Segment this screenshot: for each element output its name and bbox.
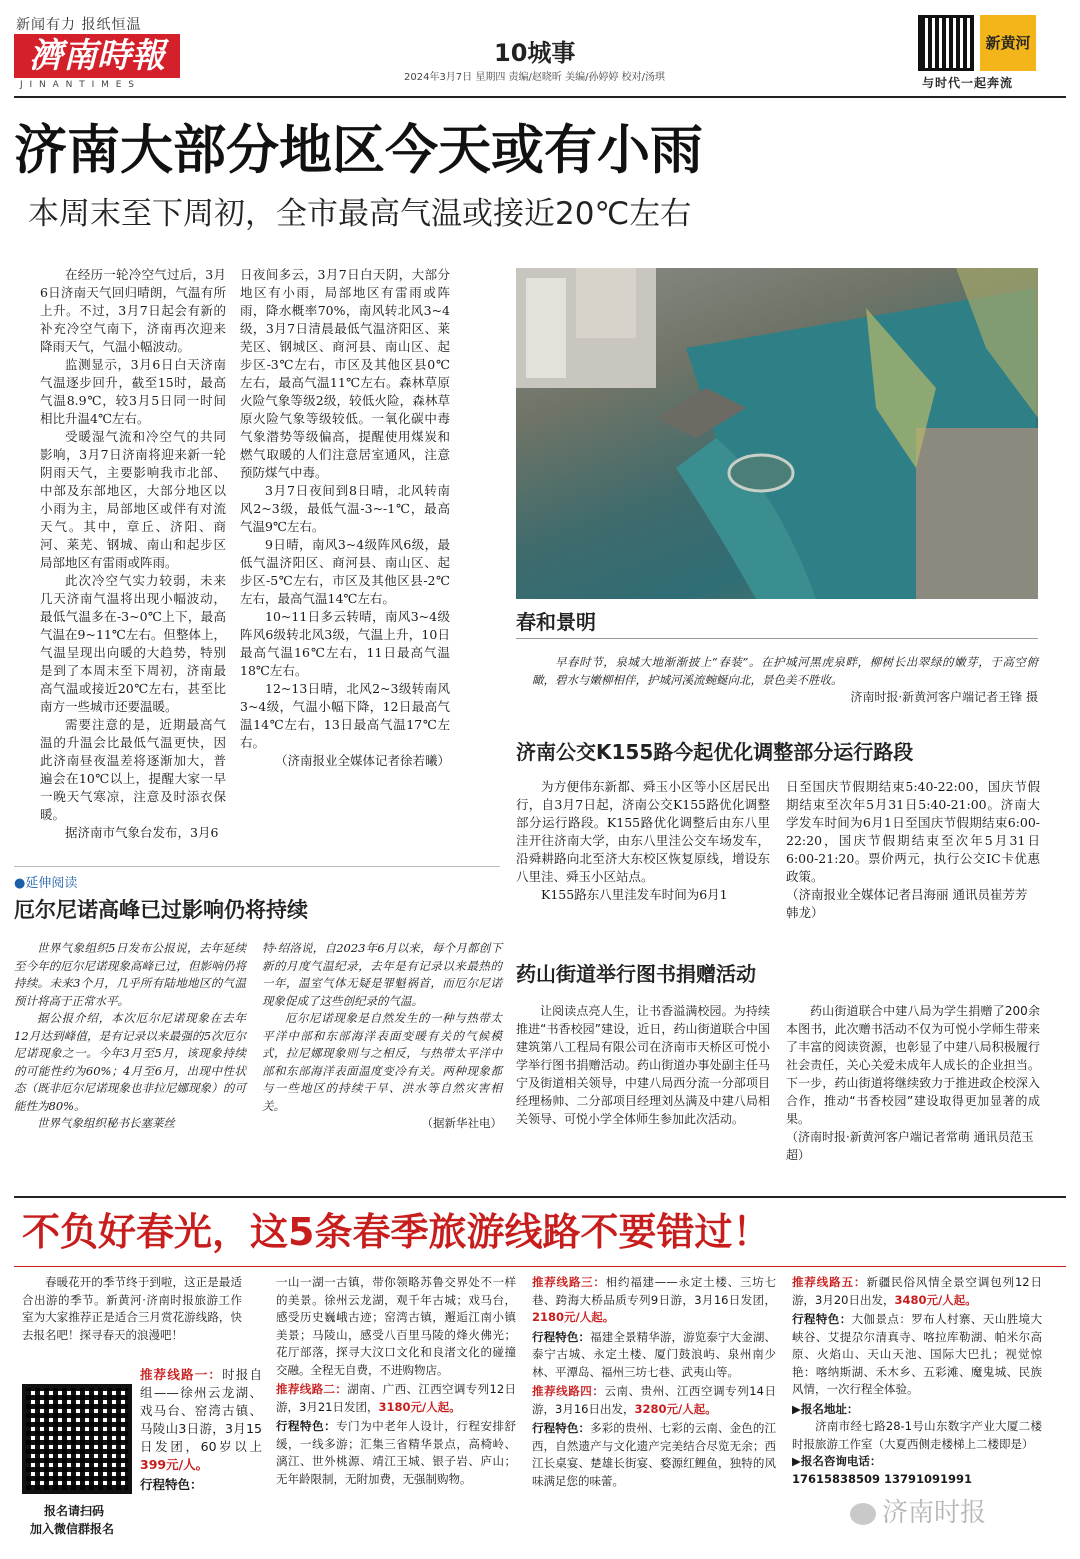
date-line: 2024年3月7日 星期四 责编/赵晓昕 美编/孙婷婷 校对/汤琪 (404, 72, 665, 83)
logo-subtitle: J I N A N T I M E S (20, 80, 136, 90)
lead-paragraph: 日夜间多云，3月7日白天阴，大部分地区有小雨，局部地区有雷雨或阵雨，降水概率70%，南风转北风3~4级，3月7日清晨最低气温济阳区、莱芜区、钢城区、商河县、南山区、起步区-3℃左右，市区及其他区县0℃左右，最高气温11℃左右。森林草原火险气象等级2级，较低火险，森林草原火险气象等级较低。一氧化碳中毒气象潜势等级偏高，提醒使用煤炭和燃气取暖的人们注意居室通风，注意预防煤气中毒。 (240, 267, 450, 480)
travel-intro (22, 1274, 242, 1344)
reading-column-1 (14, 940, 246, 1133)
route-4-price: 3280元/人起。 (634, 1401, 717, 1416)
reading-paragraph: 世界气象组织5日发布公报说，去年延续至今年的厄尔尼诺现象高峰已过，但影响仍将持续。未来3个月，几乎所有陆地地区的气温预计将高于正常水平。 (14, 941, 246, 1008)
route-1-feature-text: 一山一湖一古镇，带你领略苏鲁交界处不一样的美景。徐州云龙湖，观千年古城；戏马台，感受历史巍峨古迹；窑湾古镇，邂逅江南小镇美景；马陵山，感受八百里马陵的烽火佛光；花厅部落，探寻大汶口文化和良渚文化的碰撞交融。全程无自费，不进购物店。 (276, 1275, 516, 1377)
phone-label: ▶报名咨询电话： (792, 1454, 882, 1468)
address-label: ▶报名地址： (792, 1401, 859, 1416)
reading-paragraph: 世界气象组织秘书长塞莱丝 (37, 1116, 175, 1130)
route-3-price: 2180元/人起。 (532, 1310, 615, 1324)
photo-illustration (516, 268, 1038, 599)
lead-paragraph: 3月7日夜间到8日晴，北风转南风2~3级，最低气温-3~-1℃，最高气温9℃左右。 (240, 483, 450, 534)
route-5-feature-label: 行程特色： (792, 1312, 852, 1326)
lead-paragraph: 受暖湿气流和冷空气的共同影响，3月7日济南将迎来新一轮阴雨天气，主要影响我市北部、中部及东部地区，大部分地区以小雨为主，局部地区或伴有对流天气。其中，章丘、济阳、商河、莱芜、钢城、南山和起步区局部地区有雷雨或阵雨。 (40, 429, 226, 570)
page-label: 10城事 (494, 39, 576, 67)
reading-paragraph: 特·绍洛说，自2023年6月以来，每个月都创下新的月度气温纪录，去年是有记录以来最热的一年，温室气体无疑是罪魁祸首，而厄尔尼诺现象促成了这些创纪录的气温。 (262, 941, 502, 1008)
photo-title: 春和景明 (516, 610, 596, 634)
lead-paragraph: 在经历一轮冷空气过后，3月6日济南天气回归晴朗，气温有所上升。不过，3月7日起会有新的补充冷空气南下，济南再次迎来降雨天气，气温小幅波动。 (40, 267, 226, 354)
reading-credit: （据新华社电） (421, 1116, 502, 1130)
newspaper-logo: 濟南時報 (14, 34, 180, 78)
route-4-feature: 多彩的贵州、七彩的云南、金色的江西，自然遗产与文化遗产完美结合尽览无余；西江长桌宴、楚雄长街宴、婺源红鲤鱼，独特的风味满足您的味蕾。 (532, 1421, 776, 1488)
bus-column-2 (786, 778, 1040, 922)
reading-top-rule (14, 866, 500, 867)
reading-paragraph: 厄尔尼诺现象是自然发生的一种与热带太平洋中部和东部海洋表面变暖有关的气候模式，拉尼娜现象则与之相反，与热带太平洋中部和东部海洋表面温度变冷有关。两种现象都与一些地区的持续干旱、洪水等自然灾害相关。 (262, 1011, 502, 1113)
phone-number: 17615838509 13791091991 (792, 1471, 973, 1486)
books-headline: 药山街道举行图书捐赠活动 (516, 962, 756, 986)
books-paragraph: 药山街道联合中建八局为学生捐赠了200余本图书，此次赠书活动不仅为可悦小学师生带来了丰富的阅读资源，也彰显了中建八局积极履行社会责任，关心关爱未成年人成长的企业担当。下一步，药山街道将继续致力于推进政企校深入合作，推动“书香校园”建设取得更加显著的成果。 (786, 1004, 1040, 1126)
lead-paragraph: 据济南市气象台发布，3月6 (65, 825, 219, 840)
qr-caption-2: 加入微信群报名 (30, 1522, 115, 1536)
lead-paragraph: 12~13日晴，北风2~3级转南风3~4级，气温小幅下降，12日最高气温14℃左右，13日最高气温17℃左右。 (240, 681, 450, 750)
photo-caption-text: 早春时节，泉城大地渐渐披上“春装”。在护城河黑虎泉畔，柳树长出翠绿的嫩芽，于高空俯瞰，碧水与嫩柳相伴，护城河溪流蜿蜒向北，景色美不胜收。 (532, 655, 1038, 687)
bus-headline: 济南公交K155路今起优化调整部分运行路段 (516, 740, 914, 764)
lead-column-1 (40, 266, 226, 842)
route-2-price: 3180元/人起。 (378, 1399, 461, 1414)
route-5-feature: 大伽景点：罗布人村寨、天山胜境大峡谷、艾提尕尔清真寺、喀拉库勒湖、帕米尔高原、火焰山、天山天池、国际大巴扎；视觉惊艳：喀纳斯湖、禾木乡、五彩滩、魔鬼城、民族风情，一次行程全体验。 (792, 1312, 1042, 1396)
bus-paragraph: 为方便伟东新都、舜玉小区等小区居民出行，自3月7日起，济南公交K155路优化调整部分运行路段。K155路优化调整后由东八里洼开往济南大学，由东八里洼公交车场发车，沿舜耕路向北至济大东校区恢复原线，增设东八里洼、舜玉小区站点。 (516, 779, 770, 884)
books-column-1 (516, 1002, 770, 1128)
route-1-feature-label: 行程特色： (140, 1477, 203, 1492)
route-3-title: 推荐线路三： (532, 1275, 606, 1289)
reading-headline: 厄尔尼诺高峰已过影响仍将持续 (14, 898, 308, 922)
qr-code-icon (918, 15, 974, 71)
photo-caption (532, 654, 1038, 689)
lead-headline: 济南大部分地区今天或有小雨 (14, 120, 703, 181)
route-1 (140, 1366, 262, 1494)
bus-paragraph: K155路东八里洼发车时间为6月1 (541, 887, 728, 902)
route-2-feature-label: 行程特色： (276, 1419, 337, 1433)
lead-paragraph: 需要注意的是，近期最高气温的升温会比最低气温更快，因此济南昼夜温差将逐渐加大，普遍会在10℃以上，提醒大家一早一晚天气寒凉，注意及时添衣保暖。 (40, 717, 226, 822)
route-2-feature: 专门为中老年人设计，行程安排舒缓，一线多游；汇集三省精华景点，高椅岭、漓江、世外桃源、靖江王城、银子岩、庐山；无年龄限制，无附加费，无强制购物。 (276, 1419, 517, 1486)
qr-caption-1: 报名请扫码 (44, 1504, 105, 1518)
route-3-feature-label: 行程特色： (532, 1329, 591, 1344)
route-3-text: 相约福建——永定土楼、三坊七巷、跨海大桥品质专列9日游，3月16日发团， (532, 1275, 777, 1307)
route-3 (532, 1274, 776, 1490)
lead-paragraph: 9日晴，南风3~4级阵风6级，最低气温济阳区、商河县、南山区、起步区-5℃左右，市区及其他区县-2℃左右，最高气温14℃左右。 (240, 537, 450, 606)
signup-qr-icon (22, 1384, 132, 1494)
route-1-feature (276, 1274, 516, 1488)
route-4-feature-label: 行程特色： (532, 1421, 591, 1435)
lead-paragraph: 监测显示，3月6日白天济南气温逐步回升，截至15时，最高气温8.9℃，较3月5日同一时间相比升温4℃左右。 (40, 357, 226, 426)
masthead-rule (14, 96, 1066, 98)
route-3-feature: 福建全景精华游，游览泰宁大金湖、泰宁古城、永定土楼、厦门鼓浪屿、泉州南少林、平潭岛、福州三坊七巷、武夷山等。 (532, 1329, 776, 1379)
right-slogan: 与时代一起奔流 (922, 76, 1014, 90)
bus-credit: （济南报业全媒体记者吕海丽 通讯员崔芳芳 韩龙） (786, 887, 1028, 920)
travel-top-rule (14, 1196, 1066, 1198)
route-5-price: 3480元/人起。 (894, 1292, 977, 1307)
route-2-text: 湖南、广西、江西空调专列12日游，3月21日发团， (276, 1382, 516, 1414)
lead-column-2 (240, 266, 450, 770)
lead-paragraph: 10~11日多云转晴，南风3~4级阵风6级转北风3级，气温上升，10日最高气温16℃左右，11日最高气温18℃左右。 (240, 609, 450, 678)
reading-column-2 (262, 940, 502, 1133)
travel-headline: 不负好春光，这5条春季旅游线路不要错过！ (22, 1210, 771, 1254)
masthead-slogan: 新闻有力 报纸恒温 (16, 17, 142, 33)
books-paragraph: 让阅读点亮人生，让书香溢满校园。为持续推进“书香校园”建设，近日，药山街道联合中国建筑第八工程局有限公司在济南市天桥区可悦小学举行图书捐赠活动。药山街道办事处副主任马宁及街道相关领导，中建八局西分流一分部项目经理杨帅、二分部项目经理刘丛满及中建八局相关领导、可悦小学全体师生参加此次活动。 (516, 1004, 770, 1126)
watermark (850, 1492, 986, 1529)
bus-column-1 (516, 778, 770, 904)
xinhuanghe-logo: 新黄河 (980, 15, 1036, 71)
route-5 (792, 1274, 1042, 1488)
photo-credit: 济南时报·新黄河客户端记者王锋 摄 (850, 690, 1038, 704)
wechat-icon (850, 1503, 876, 1525)
lead-subhead: 本周末至下周初，全市最高气温或接近20℃左右 (28, 196, 692, 232)
route-5-text: 新疆民俗风情全景空调包列12日游，3月20日出发， (792, 1275, 1042, 1307)
travel-head-rule (14, 1266, 1066, 1267)
route-1-title: 推荐线路一： (140, 1367, 223, 1382)
route-4-text: 云南、贵州、江西空调专列14日游，3月16日出发， (532, 1384, 776, 1416)
route-4-title: 推荐线路四： (532, 1384, 605, 1398)
lead-credit: （济南报业全媒体记者徐若曦） (274, 753, 450, 768)
route-5-title: 推荐线路五： (792, 1275, 867, 1289)
books-credit: （济南时报·新黄河客户端记者常萌 通讯员范玉超） (786, 1130, 1034, 1162)
lead-paragraph: 此次冷空气实力较弱，未来几天济南气温将出现小幅波动，最低气温多在-3~0℃上下，最高气温在9~11℃左右。但整体上，气温呈现出向暖的大趋势，特别是到了本周末至下周初，济南最高气温或接近20℃左右，甚至比南方一些城市还要温暖。 (40, 573, 226, 714)
route-1-text: 时报自组——徐州云龙湖、戏马台、窑湾古镇、马陵山3日游，3月15日发团，60岁以上 (140, 1367, 262, 1454)
books-column-2 (786, 1002, 1040, 1164)
river-aerial-photo (516, 268, 1038, 599)
address-text: 济南市经七路28-1号山东数字产业大厦二楼时报旅游工作室（大夏西侧走楼梯上二楼即是） (792, 1419, 1042, 1451)
watermark-text: 济南时报 (882, 1498, 987, 1528)
bus-paragraph: 日至国庆节假期结束5:40-22:00，国庆节假期结束至次年5月31日5:40-21:00。济南大学发车时间为6月1日至国庆节假期结束6:00-22:20，国庆节假期结束至次年5月31日6:00-21:20。票价两元，执行公交IC卡优惠政策。 (786, 779, 1040, 884)
travel-intro-text: 春暖花开的季节终于到啦，这正是最适合出游的季节。新黄河·济南时报旅游工作室为大家推荐正是适合三月赏花游线路，快去报名吧！探寻春天的浪漫吧！ (22, 1275, 242, 1342)
reading-paragraph: 据公报介绍，本次厄尔尼诺现象在去年12月达到峰值，是有记录以来最强的5次厄尔尼诺现象之一。今年3月至5月，该现象持续的可能性约为60%；4月至6月，出现中性状态（既非厄尔尼诺现象也非拉尼娜现象）的可能性为80%。 (14, 1011, 246, 1113)
reading-tag: ●延伸阅读 (14, 876, 78, 891)
route-1-price: 399元/人。 (140, 1457, 209, 1472)
route-2-title: 推荐线路二： (276, 1382, 348, 1396)
photo-rule (516, 638, 1038, 639)
